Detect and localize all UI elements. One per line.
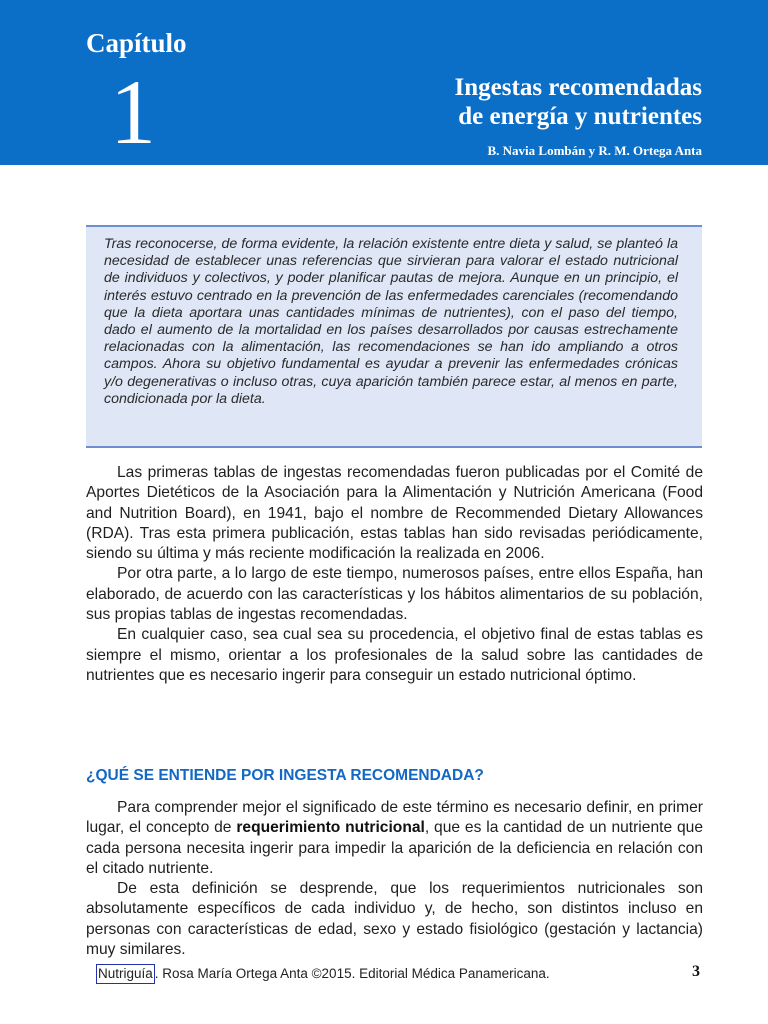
intro-body bbox=[86, 463, 703, 686]
footer-copyright: . Rosa María Ortega Anta ©2015. Editorial Médica Panamericana. bbox=[154, 966, 550, 981]
abstract-box bbox=[86, 225, 702, 448]
section-body bbox=[86, 798, 703, 960]
section-paragraph-2: De esta definición se desprende, que los requerimientos nutricionales son absolutamente específicos de cada individuo y, de hecho, son distintos incluso en personas con características de edad, sexo y estado fisiológico (gestación y lactancia) muy similares. bbox=[86, 880, 703, 959]
body-paragraph-1: Las primeras tablas de ingestas recomendadas fueron publicadas por el Comité de Aportes Dietéticos de la Asociación para la Alimentación y Nutrición Americana (Food and Nutrition Board), en 1941, bajo el nombre de Recommended Dietary Allowances (RDA). Tras esta primera publicación, estas tablas han sido revisadas periódicamente, siendo su última y más reciente modificación la realizada en 2006. bbox=[86, 464, 703, 563]
body-paragraph-3: En cualquier caso, sea cual sea su procedencia, el objetivo final de estas tablas es siempre el mismo, orientar a los profesionales de la salud sobre las cantidades de nutrientes que es necesario ingerir para conseguir un estado nutricional óptimo. bbox=[86, 626, 703, 684]
section-paragraph-1 bbox=[86, 798, 703, 879]
section-heading: ¿QUÉ SE ENTIENDE POR INGESTA RECOMENDADA? bbox=[86, 767, 484, 784]
page-number: 3 bbox=[692, 963, 700, 980]
chapter-title-line-1: Ingestas recomendadas bbox=[454, 74, 702, 101]
body-paragraph-2: Por otra parte, a lo largo de este tiempo, numerosos países, entre ellos España, han elaborado, de acuerdo con las características y los hábitos alimentarios de su población, sus propias tablas de ingestas recomendadas. bbox=[86, 565, 703, 624]
abstract-text: Tras reconocerse, de forma evidente, la relación existente entre dieta y salud, se planteó la necesidad de establecer unas referencias que sirvieran para valorar el estado nutricional de individuos y colectivos, y poder planificar pautas de mejora. Aunque en un principio, el interés estuvo centrado en la prevención de las enfermedades carenciales (recomendando que la dieta aportara unas cantidades mínimas de nutrientes), con el paso del tiempo, dado el aumento de la mortalidad en los países desarrollados por causas estrechamente relacionadas con la alimentación, las recomendaciones se han ido ampliando a otros campos. Ahora su objetivo fundamental es ayudar a prevenir las enfermedades crónicas y/o degenerativas o incluso otras, cuya aparición también parece estar, al menos en parte, condicionada por la dieta. bbox=[104, 236, 678, 407]
chapter-title bbox=[342, 73, 702, 131]
section-paragraph-1-end: , que es la cantidad de un nutriente que cada persona necesita ingerir para impedir la aparición de la deficiencia en relación con el citado nutriente. bbox=[86, 819, 703, 877]
chapter-label: Capítulo bbox=[86, 28, 187, 58]
key-term: requerimiento nutricional bbox=[236, 819, 425, 837]
chapter-banner bbox=[0, 0, 768, 165]
chapter-authors: B. Navia Lombán y R. M. Ortega Anta bbox=[487, 143, 702, 158]
chapter-title-line-2: de energía y nutrientes bbox=[458, 103, 702, 130]
chapter-number: 1 bbox=[110, 61, 156, 163]
nutriguia-link[interactable]: Nutriguía bbox=[96, 964, 155, 984]
page-footer bbox=[96, 964, 550, 984]
section-paragraph-1-start: Para comprender mejor el significado de este término es necesario definir, en primer lugar, el concepto de bbox=[86, 799, 703, 837]
